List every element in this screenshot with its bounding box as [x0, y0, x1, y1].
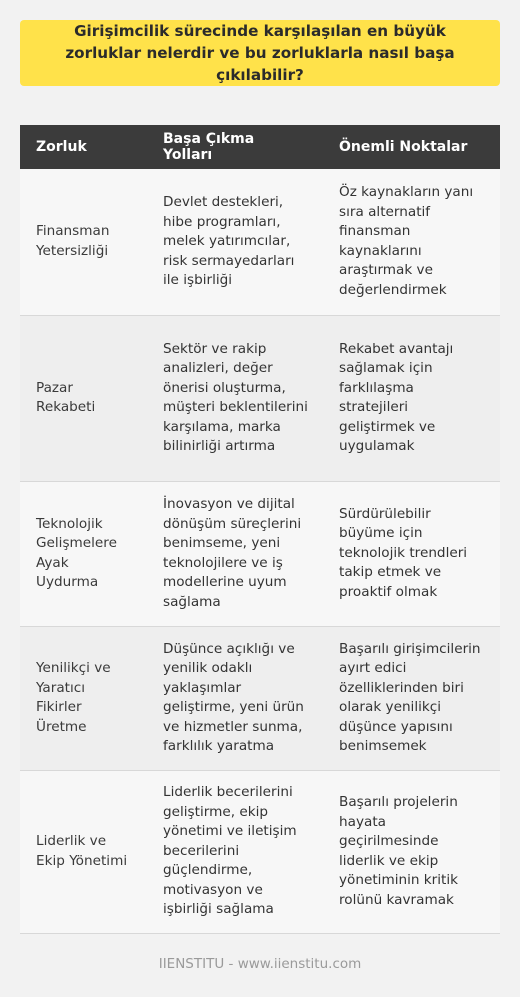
coping-cell: Sektör ve rakip analizleri, değer önerisi oluşturma, müşteri beklentilerini karşılama, marka bilinirliği artırma	[147, 315, 323, 481]
table-row	[20, 626, 500, 770]
table-row	[20, 315, 500, 481]
header-coping-methods: Başa Çıkma Yolları	[147, 125, 323, 169]
header-challenge: Zorluk	[20, 125, 147, 169]
key-point-cell: Öz kaynakların yanı sıra alternatif finansman kaynaklarını araştırmak ve değerlendirmek	[323, 169, 500, 315]
coping-cell: Liderlik becerilerini geliştirme, ekip yönetimi ve iletişim becerilerini güçlendirme, motivasyon ve işbirliği sağlama	[147, 770, 323, 933]
key-point-cell: Sürdürülebilir büyüme için teknolojik trendleri takip etmek ve proaktif olmak	[323, 481, 500, 626]
coping-cell: Düşünce açıklığı ve yenilik odaklı yaklaşımlar geliştirme, yeni ürün ve hizmetler sunma, farklılık yaratma	[147, 626, 323, 770]
title-banner	[20, 20, 500, 86]
page-title: Girişimcilik sürecinde karşılaşılan en büyük zorluklar nelerdir ve bu zorluklarla nasıl başa çıkılabilir?	[65, 22, 455, 84]
key-point-cell: Başarılı girişimcilerin ayırt edici özelliklerinden biri olarak yenilikçi düşünce yapısını benimsemek	[323, 626, 500, 770]
challenges-table	[20, 125, 500, 934]
key-point-cell: Rekabet avantajı sağlamak için farklılaşma stratejileri geliştirmek ve uygulamak	[323, 315, 500, 481]
table-row	[20, 770, 500, 933]
table-row	[20, 481, 500, 626]
table-header-row	[20, 125, 500, 169]
challenge-cell: Pazar Rekabeti	[20, 315, 147, 481]
table-row	[20, 169, 500, 315]
footer-credit: IIENSTITU - www.iienstitu.com	[158, 956, 362, 972]
challenge-cell: Yenilikçi ve Yaratıcı Fikirler Üretme	[20, 626, 147, 770]
key-point-cell: Başarılı projelerin hayata geçirilmesinde liderlik ve ekip yönetiminin kritik rolünü kavramak	[323, 770, 500, 933]
challenge-cell: Teknolojik Gelişmelere Ayak Uydurma	[20, 481, 147, 626]
header-key-points: Önemli Noktalar	[323, 125, 500, 169]
challenge-cell: Liderlik ve Ekip Yönetimi	[20, 770, 147, 933]
coping-cell: İnovasyon ve dijital dönüşüm süreçlerini benimseme, yeni teknolojilere ve iş modellerine uyum sağlama	[147, 481, 323, 626]
coping-cell: Devlet destekleri, hibe programları, melek yatırımcılar, risk sermayedarları ile işbirliği	[147, 169, 323, 315]
challenge-cell: Finansman Yetersizliği	[20, 169, 147, 315]
